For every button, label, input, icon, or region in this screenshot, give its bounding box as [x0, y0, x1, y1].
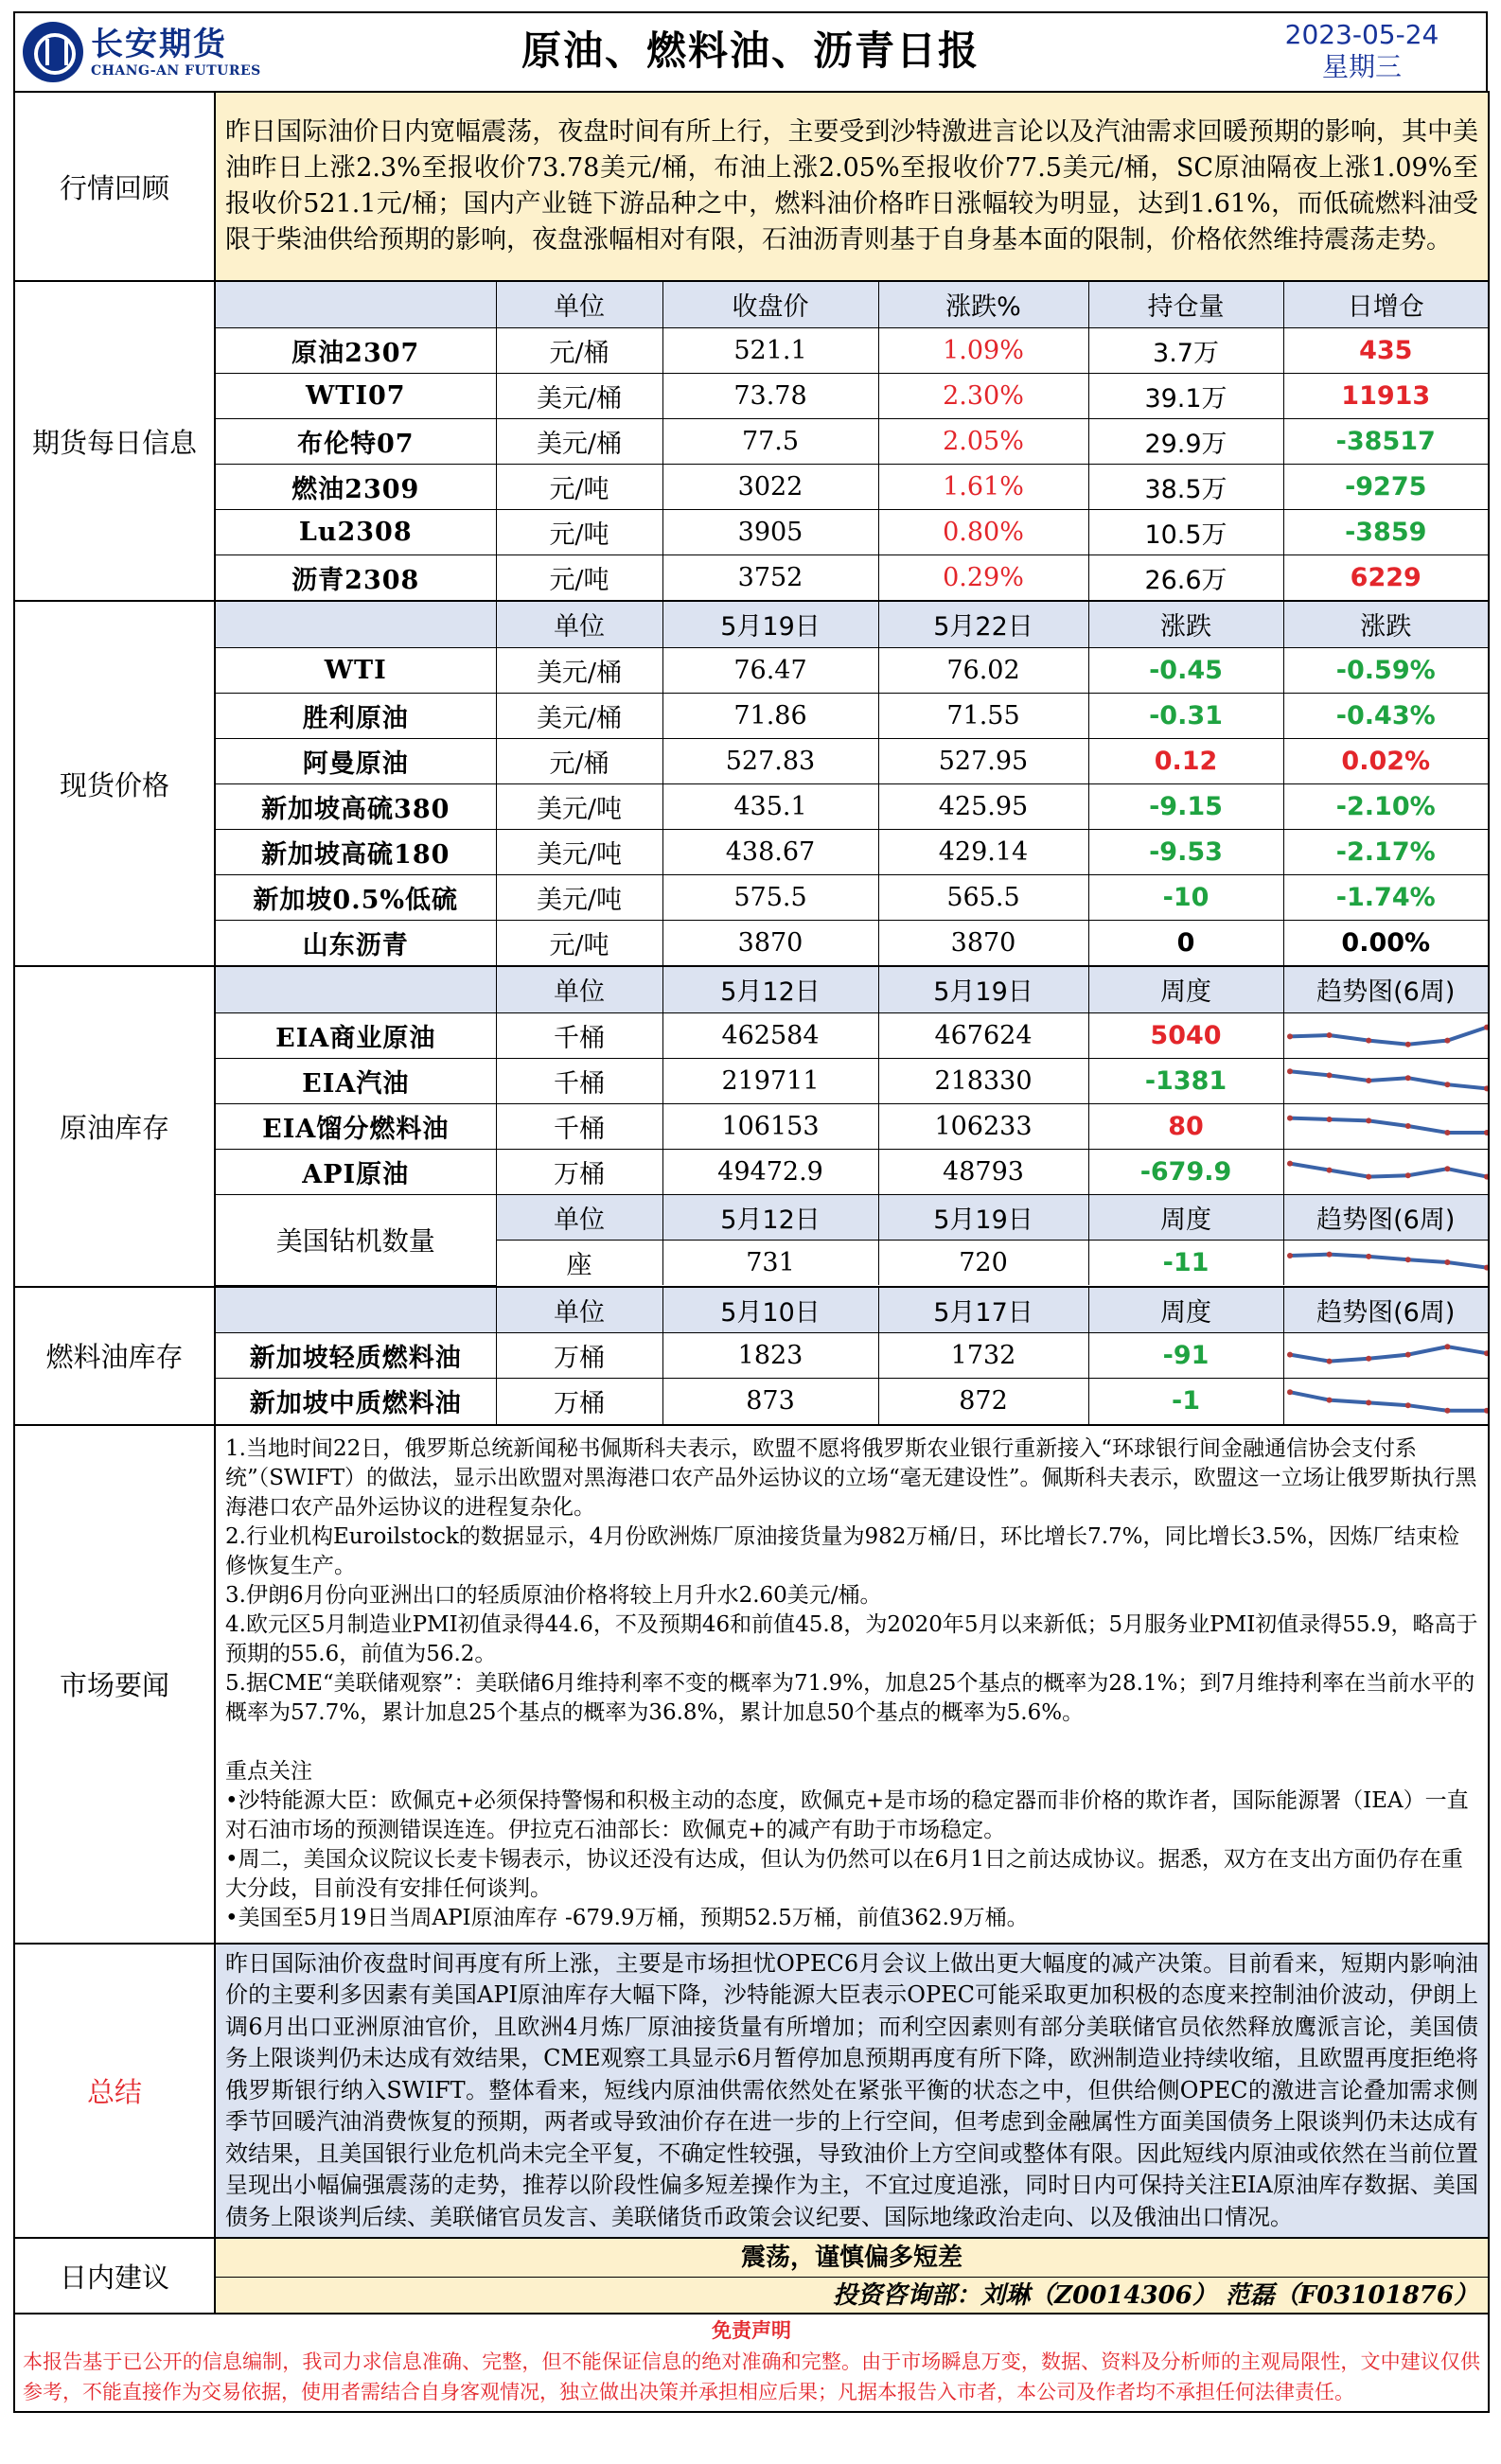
close-price: 521.1 — [662, 327, 878, 373]
unit-cell: 千桶 — [496, 1103, 662, 1149]
trend-point — [1366, 1078, 1371, 1083]
news-item: 2.行业机构Euroilstock的数据显示，4月份欧洲炼厂原油接货量为982万桶/日，环比增长7.7%，同比增长3.5%，因炼厂结束检修恢复生产。 — [225, 1524, 1459, 1578]
unit-cell: 万桶 — [496, 1333, 662, 1379]
trend-point — [1326, 1072, 1332, 1078]
unit-cell: 千桶 — [496, 1012, 662, 1058]
column-header: 趋势图(6周) — [1283, 1194, 1488, 1240]
column-header: 趋势图(6周) — [1283, 967, 1488, 1012]
change-pct: 1.09% — [878, 327, 1088, 373]
price-day1: 438.67 — [662, 829, 878, 874]
contract-name: 沥青2308 — [216, 554, 496, 600]
unit-cell: 美元/桶 — [496, 647, 662, 693]
trend-cell — [1283, 1149, 1488, 1194]
column-header — [216, 602, 496, 647]
open-interest: 26.6万 — [1088, 554, 1283, 600]
report-date-block — [1244, 19, 1480, 83]
unit-cell: 美元/吨 — [496, 783, 662, 829]
inventory-name: EIA汽油 — [216, 1058, 496, 1103]
open-interest: 3.7万 — [1088, 327, 1283, 373]
report-table — [13, 91, 1490, 2413]
trend-sparkline — [1284, 1062, 1489, 1100]
unit-cell: 万桶 — [496, 1379, 662, 1424]
column-header: 5月17日 — [878, 1288, 1088, 1333]
contract-name: WTI07 — [216, 373, 496, 418]
column-header — [216, 1288, 496, 1333]
section-label-fuel-inventory: 燃料油库存 — [14, 1287, 215, 1425]
unit-cell: 美元/桶 — [496, 373, 662, 418]
column-header: 单位 — [496, 967, 662, 1012]
change-pct: 0.80% — [878, 509, 1088, 554]
value-week2: 467624 — [878, 1012, 1088, 1058]
column-header: 日增仓 — [1283, 282, 1488, 327]
trend-sparkline — [1284, 1243, 1489, 1281]
value-week1: 1823 — [662, 1333, 878, 1379]
trend-line — [1290, 1071, 1487, 1088]
report-header — [13, 11, 1488, 91]
open-interest: 10.5万 — [1088, 509, 1283, 554]
header-row — [216, 282, 1488, 327]
close-price: 73.78 — [662, 373, 878, 418]
trend-sparkline — [1284, 1107, 1489, 1145]
column-header: 周度 — [1088, 1194, 1283, 1240]
table-row — [216, 1149, 1488, 1194]
price-day2: 425.95 — [878, 783, 1088, 829]
value-week1: 731 — [662, 1240, 878, 1285]
price-day2: 76.02 — [878, 647, 1088, 693]
column-header: 涨跌 — [1283, 602, 1488, 647]
change-pct: -0.59% — [1283, 647, 1488, 693]
change-value: -0.45 — [1088, 647, 1283, 693]
trend-point — [1404, 1257, 1410, 1262]
trend-cell — [1283, 1103, 1488, 1149]
trend-point — [1326, 1168, 1332, 1173]
trend-point — [1287, 1253, 1293, 1258]
column-header: 单位 — [496, 1288, 662, 1333]
trend-point — [1326, 1117, 1332, 1122]
report-title: 原油、燃料油、沥青日报 — [521, 27, 980, 74]
trend-cell — [1283, 1058, 1488, 1103]
trend-line — [1290, 1028, 1487, 1045]
trend-point — [1287, 1351, 1293, 1357]
unit-cell: 万桶 — [496, 1149, 662, 1194]
price-day2: 527.95 — [878, 738, 1088, 783]
trend-sparkline — [1284, 1337, 1489, 1375]
trend-cell — [1283, 1240, 1488, 1285]
trend-point — [1444, 1344, 1450, 1349]
column-header — [216, 282, 496, 327]
inventory-name: EIA商业原油 — [216, 1012, 496, 1058]
trend-point — [1404, 1075, 1410, 1081]
price-day1: 71.86 — [662, 693, 878, 738]
trend-point — [1326, 1358, 1332, 1364]
trend-point — [1326, 1032, 1332, 1038]
daily-oi-change: -38517 — [1283, 418, 1488, 464]
value-week2: 1732 — [878, 1333, 1088, 1379]
column-header: 涨跌 — [1088, 602, 1283, 647]
column-header: 涨跌% — [878, 282, 1088, 327]
trend-line — [1290, 1392, 1487, 1411]
trend-cell — [1283, 1333, 1488, 1379]
news-item: 5.据CME“美联储观察”：美联储6月维持利率不变的概率为71.9%，加息25个基点的概率为28.1%；到7月维持利率在当前水平的概率为57.7%，累计加息25个基点的概率为36.8%，累计加息50个基点的概率为5.6%。 — [225, 1671, 1475, 1725]
news-body — [215, 1425, 1489, 1944]
section-label-review: 行情回顾 — [14, 92, 215, 281]
trend-point — [1366, 1118, 1371, 1123]
value-week1: 219711 — [662, 1058, 878, 1103]
unit-cell: 美元/桶 — [496, 418, 662, 464]
change-value: 0.12 — [1088, 738, 1283, 783]
daily-oi-change: -3859 — [1283, 509, 1488, 554]
report-weekday: 星期三 — [1321, 51, 1402, 82]
price-day1: 575.5 — [662, 874, 878, 920]
trend-line — [1290, 1164, 1487, 1177]
column-header: 周度 — [1088, 967, 1283, 1012]
price-day1: 527.83 — [662, 738, 878, 783]
price-day2: 429.14 — [878, 829, 1088, 874]
trend-point — [1287, 1033, 1293, 1039]
trend-point — [1404, 1172, 1410, 1178]
value-week1: 873 — [662, 1379, 878, 1424]
table-row — [216, 1333, 1488, 1379]
trend-point — [1287, 1161, 1293, 1167]
change-pct: 0.00% — [1283, 920, 1488, 965]
advisor-text: 投资咨询部：刘琳（Z0014306） 范磊（F03101876） — [216, 2277, 1488, 2313]
trend-point — [1404, 1351, 1410, 1357]
trend-sparkline — [1284, 1382, 1489, 1420]
header-row — [216, 1288, 1488, 1333]
column-header: 趋势图(6周) — [1283, 1288, 1488, 1333]
daily-oi-change: -9275 — [1283, 464, 1488, 509]
close-price: 3752 — [662, 554, 878, 600]
contract-name: 燃油2309 — [216, 464, 496, 509]
futures-table — [216, 282, 1488, 600]
trend-line — [1290, 1255, 1487, 1268]
spot-name: 阿曼原油 — [216, 738, 496, 783]
inventory-name: API原油 — [216, 1149, 496, 1194]
review-text: 昨日国际油价日内宽幅震荡，夜盘时间有所上行，主要受到沙特激进言论以及汽油需求回暖预期的影响，其中美油昨日上涨2.3%至报收价73.78美元/桶，布油上涨2.05%至报收价77.5美元/桶，SC原油隔夜上涨1.09%至报收价521.1元/桶；国内产业链下游品种之中，燃料油价格昨日涨幅较为明显，达到1.61%，而低硫燃料油受限于柴油供给预期的影响，夜盘涨幅相对有限，石油沥青则基于自身基本面的限制，价格依然维持震荡走势。 — [215, 92, 1489, 281]
weekly-change: -1381 — [1088, 1058, 1283, 1103]
section-label-summary: 总结 — [14, 1944, 215, 2239]
table-row — [216, 738, 1488, 783]
change-value: -9.53 — [1088, 829, 1283, 874]
unit-cell: 元/桶 — [496, 327, 662, 373]
weekly-change: 5040 — [1088, 1012, 1283, 1058]
trend-cell — [1283, 1379, 1488, 1424]
table-row — [216, 783, 1488, 829]
daily-oi-change: 435 — [1283, 327, 1488, 373]
trend-cell — [1283, 1012, 1488, 1058]
unit-cell: 座 — [496, 1240, 662, 1285]
value-week1: 462584 — [662, 1012, 878, 1058]
disclaimer-text: 本报告基于已公开的信息编制，我司力求信息准确、完整，但不能保证信息的绝对准确和完整。由于市场瞬息万变，数据、资料及分析师的主观局限性，文中建议仅供参考，不能直接作为交易依据，使用者需结合自身客观情况，独立做出决策并承担相应后果；凡据本报告入市者，本公司及作者均不承担任何法律责任。 — [23, 2350, 1480, 2403]
rig-header-row — [216, 1194, 1488, 1240]
value-week2: 872 — [878, 1379, 1088, 1424]
close-price: 3905 — [662, 509, 878, 554]
change-pct: -2.17% — [1283, 829, 1488, 874]
table-row — [216, 509, 1488, 554]
trend-point — [1404, 1123, 1410, 1129]
section-label-inventory: 原油库存 — [14, 966, 215, 1287]
trend-point — [1444, 1166, 1450, 1171]
trend-point — [1404, 1402, 1410, 1408]
value-week2: 218330 — [878, 1058, 1088, 1103]
column-header: 单位 — [496, 602, 662, 647]
column-header — [216, 967, 496, 1012]
spot-name: 新加坡0.5%低硫 — [216, 874, 496, 920]
rig-count-name: 美国钻机数量 — [216, 1194, 496, 1285]
spot-table — [216, 602, 1488, 965]
header-row — [216, 602, 1488, 647]
change-value: -9.15 — [1088, 783, 1283, 829]
change-pct: -0.43% — [1283, 693, 1488, 738]
open-interest: 38.5万 — [1088, 464, 1283, 509]
change-pct: -1.74% — [1283, 874, 1488, 920]
close-price: 77.5 — [662, 418, 878, 464]
logo-cn-text: 长安期货 — [91, 26, 227, 63]
table-row — [216, 920, 1488, 965]
column-header: 持仓量 — [1088, 282, 1283, 327]
value-week1: 106153 — [662, 1103, 878, 1149]
change-value: -0.31 — [1088, 693, 1283, 738]
fuel-name: 新加坡轻质燃料油 — [216, 1333, 496, 1379]
unit-cell: 美元/桶 — [496, 693, 662, 738]
header-row — [216, 967, 1488, 1012]
change-pct: 0.02% — [1283, 738, 1488, 783]
trend-point — [1366, 1174, 1371, 1180]
spot-name: 新加坡高硫180 — [216, 829, 496, 874]
unit-cell: 千桶 — [496, 1058, 662, 1103]
unit-cell: 元/吨 — [496, 920, 662, 965]
change-pct: 2.30% — [878, 373, 1088, 418]
column-header: 周度 — [1088, 1288, 1283, 1333]
trend-point — [1484, 1130, 1489, 1135]
open-interest: 29.9万 — [1088, 418, 1283, 464]
trend-point — [1444, 1038, 1450, 1044]
trend-point — [1326, 1397, 1332, 1402]
news-item: 1.当地时间22日，俄罗斯总统新闻秘书佩斯科夫表示，欧盟不愿将俄罗斯农业银行重新接入“环球银行间金融通信协会支付系统”（SWIFT）的做法，显示出欧盟对黑海港口农产品外运协议的立场“毫无建设性”。佩斯科夫表示，欧盟这一立场让俄罗斯执行黑海港口农产品外运协议的进程复杂化。 — [225, 1436, 1477, 1520]
unit-cell: 元/吨 — [496, 509, 662, 554]
section-label-advice: 日内建议 — [14, 2238, 215, 2314]
table-row — [216, 1103, 1488, 1149]
column-header: 5月19日 — [878, 1194, 1088, 1240]
fuel-name: 新加坡中质燃料油 — [216, 1379, 496, 1424]
trend-line — [1290, 1118, 1487, 1133]
column-header: 5月22日 — [878, 602, 1088, 647]
company-logo — [17, 15, 271, 89]
spot-name: 山东沥青 — [216, 920, 496, 965]
inventory-name: EIA馏分燃料油 — [216, 1103, 496, 1149]
change-pct: 1.61% — [878, 464, 1088, 509]
table-row — [216, 1058, 1488, 1103]
change-pct: 2.05% — [878, 418, 1088, 464]
column-header: 单位 — [496, 282, 662, 327]
table-row — [216, 1012, 1488, 1058]
table-row — [216, 874, 1488, 920]
contract-name: Lu2308 — [216, 509, 496, 554]
price-day2: 565.5 — [878, 874, 1088, 920]
value-week2: 106233 — [878, 1103, 1088, 1149]
price-day1: 3870 — [662, 920, 878, 965]
trend-point — [1326, 1252, 1332, 1258]
weekly-change: 80 — [1088, 1103, 1283, 1149]
price-day2: 3870 — [878, 920, 1088, 965]
trend-sparkline — [1284, 1153, 1489, 1190]
focus-title: 重点关注 — [225, 1759, 312, 1784]
trend-point — [1287, 1389, 1293, 1395]
table-row — [216, 554, 1488, 600]
unit-cell: 美元/吨 — [496, 829, 662, 874]
value-week2: 720 — [878, 1240, 1088, 1285]
trend-point — [1444, 1259, 1450, 1265]
trend-point — [1444, 1130, 1450, 1135]
contract-name: 布伦特07 — [216, 418, 496, 464]
table-row — [216, 829, 1488, 874]
value-week2: 48793 — [878, 1149, 1088, 1194]
column-header: 5月12日 — [662, 1194, 878, 1240]
trend-point — [1366, 1399, 1371, 1405]
trend-point — [1287, 1116, 1293, 1121]
price-day1: 435.1 — [662, 783, 878, 829]
column-header: 5月19日 — [878, 967, 1088, 1012]
disclaimer-title: 免责声明 — [712, 2318, 791, 2342]
unit-cell: 元/吨 — [496, 464, 662, 509]
table-row — [216, 693, 1488, 738]
contract-name: 原油2307 — [216, 327, 496, 373]
change-value: -10 — [1088, 874, 1283, 920]
open-interest: 39.1万 — [1088, 373, 1283, 418]
report-date: 2023-05-24 — [1284, 19, 1439, 50]
close-price: 3022 — [662, 464, 878, 509]
table-row — [216, 327, 1488, 373]
trend-point — [1444, 1082, 1450, 1087]
column-header: 5月12日 — [662, 967, 878, 1012]
trend-point — [1287, 1068, 1293, 1074]
spot-name: WTI — [216, 647, 496, 693]
value-week1: 49472.9 — [662, 1149, 878, 1194]
spot-name: 新加坡高硫380 — [216, 783, 496, 829]
trend-point — [1366, 1355, 1371, 1361]
column-header: 5月10日 — [662, 1288, 878, 1333]
change-value: 0 — [1088, 920, 1283, 965]
trend-point — [1404, 1042, 1410, 1047]
column-header: 5月19日 — [662, 602, 878, 647]
price-day2: 71.55 — [878, 693, 1088, 738]
weekly-change: -91 — [1088, 1333, 1283, 1379]
trend-point — [1366, 1254, 1371, 1259]
price-day1: 76.47 — [662, 647, 878, 693]
weekly-change: -679.9 — [1088, 1149, 1283, 1194]
focus-item: •沙特能源大臣：欧佩克+必须保持警惕和积极主动的态度，欧佩克+是市场的稳定器而非价格的欺诈者，国际能源署（IEA）一直对石油市场的预测错误连连。伊拉克石油部长：欧佩克+的减产有助于市场稳定。 — [225, 1788, 1469, 1842]
daily-oi-change: 6229 — [1283, 554, 1488, 600]
table-row — [216, 464, 1488, 509]
unit-cell: 美元/吨 — [496, 874, 662, 920]
unit-cell: 元/吨 — [496, 554, 662, 600]
table-row — [216, 373, 1488, 418]
fuel-inventory-table — [216, 1288, 1488, 1424]
focus-item: •周二，美国众议院议长麦卡锡表示，协议还没有达成，但认为仍然可以在6月1日之前达成协议。据悉，双方在支出方面仍存在重大分歧，目前没有安排任何谈判。 — [225, 1847, 1463, 1901]
trend-sparkline — [1284, 1016, 1489, 1054]
unit-cell: 元/桶 — [496, 738, 662, 783]
spot-name: 胜利原油 — [216, 693, 496, 738]
focus-item: •美国至5月19日当周API原油库存 -679.9万桶，预期52.5万桶，前值362.9万桶。 — [225, 1906, 1029, 1930]
change-pct: -2.10% — [1283, 783, 1488, 829]
table-row — [216, 1379, 1488, 1424]
table-row — [216, 647, 1488, 693]
column-header: 收盘价 — [662, 282, 878, 327]
summary-text: 昨日国际油价夜盘时间再度有所上涨，主要是市场担忧OPEC6月会议上做出更大幅度的减产决策。目前看来，短期内影响油价的主要利多因素有美国API原油库存大幅下降，沙特能源大臣表示OPEC可能采取更加积极的态度来控制油价波动，伊朗上调6月出口亚洲原油官价，且欧洲4月炼厂原油接货量有所增加；而利空因素则有部分美联储官员依然释放鹰派言论，美国债务上限谈判仍未达成有效结果，CME观察工具显示6月暂停加息预期再度有所下降，欧洲制造业持续收缩，且欧盟再度拒绝将俄罗斯银行纳入SWIFT。整体看来，短线内原油供需依然处在紧张平衡的状态之中，但供给侧OPEC的激进言论叠加需求侧季节回暖汽油消费恢复的预期，两者或导致油价存在进一步的上行空间，但考虑到金融属性方面美国债务上限谈判仍未达成有效结果，且美国银行业危机尚未完全平复，不确定性较强，导致油价上方空间或整体有限。因此短线内原油或依然在当前位置呈现出小幅偏强震荡的走势，推荐以阶段性偏多短差操作为主，不宜过度追涨，同时日内可保持关注EIA原油库存数据、美国债务上限谈判后续、美联储官员发言、美联储货币政策会议纪要、国际地缘政治走向、以及俄油出口情况。 — [215, 1944, 1489, 2239]
trend-point — [1444, 1408, 1450, 1414]
logo-emblem-icon — [23, 22, 83, 82]
inventory-table — [216, 967, 1488, 1286]
change-pct: 0.29% — [878, 554, 1088, 600]
table-row — [216, 418, 1488, 464]
advice-text: 震荡，谨慎偏多短差 — [740, 2244, 962, 2272]
trend-point — [1484, 1408, 1489, 1414]
column-header: 单位 — [496, 1194, 662, 1240]
daily-oi-change: 11913 — [1283, 373, 1488, 418]
weekly-change: -11 — [1088, 1240, 1283, 1285]
trend-point — [1366, 1038, 1371, 1044]
trend-line — [1290, 1346, 1487, 1361]
news-item: 3.伊朗6月份向亚洲出口的轻质原油价格将较上月升水2.60美元/桶。 — [225, 1583, 882, 1608]
news-item: 4.欧元区5月制造业PMI初值录得44.6，不及预期46和前值45.8，为2020年5月以来新低；5月服务业PMI初值录得55.9，略高于预期的55.6，前值为56.2。 — [225, 1612, 1478, 1666]
logo-en-text: CHANG-AN FUTURES — [91, 63, 261, 79]
section-label-spot: 现货价格 — [14, 601, 215, 966]
section-label-futures: 期货每日信息 — [14, 281, 215, 601]
weekly-change: -1 — [1088, 1379, 1283, 1424]
section-label-news: 市场要闻 — [14, 1425, 215, 1944]
